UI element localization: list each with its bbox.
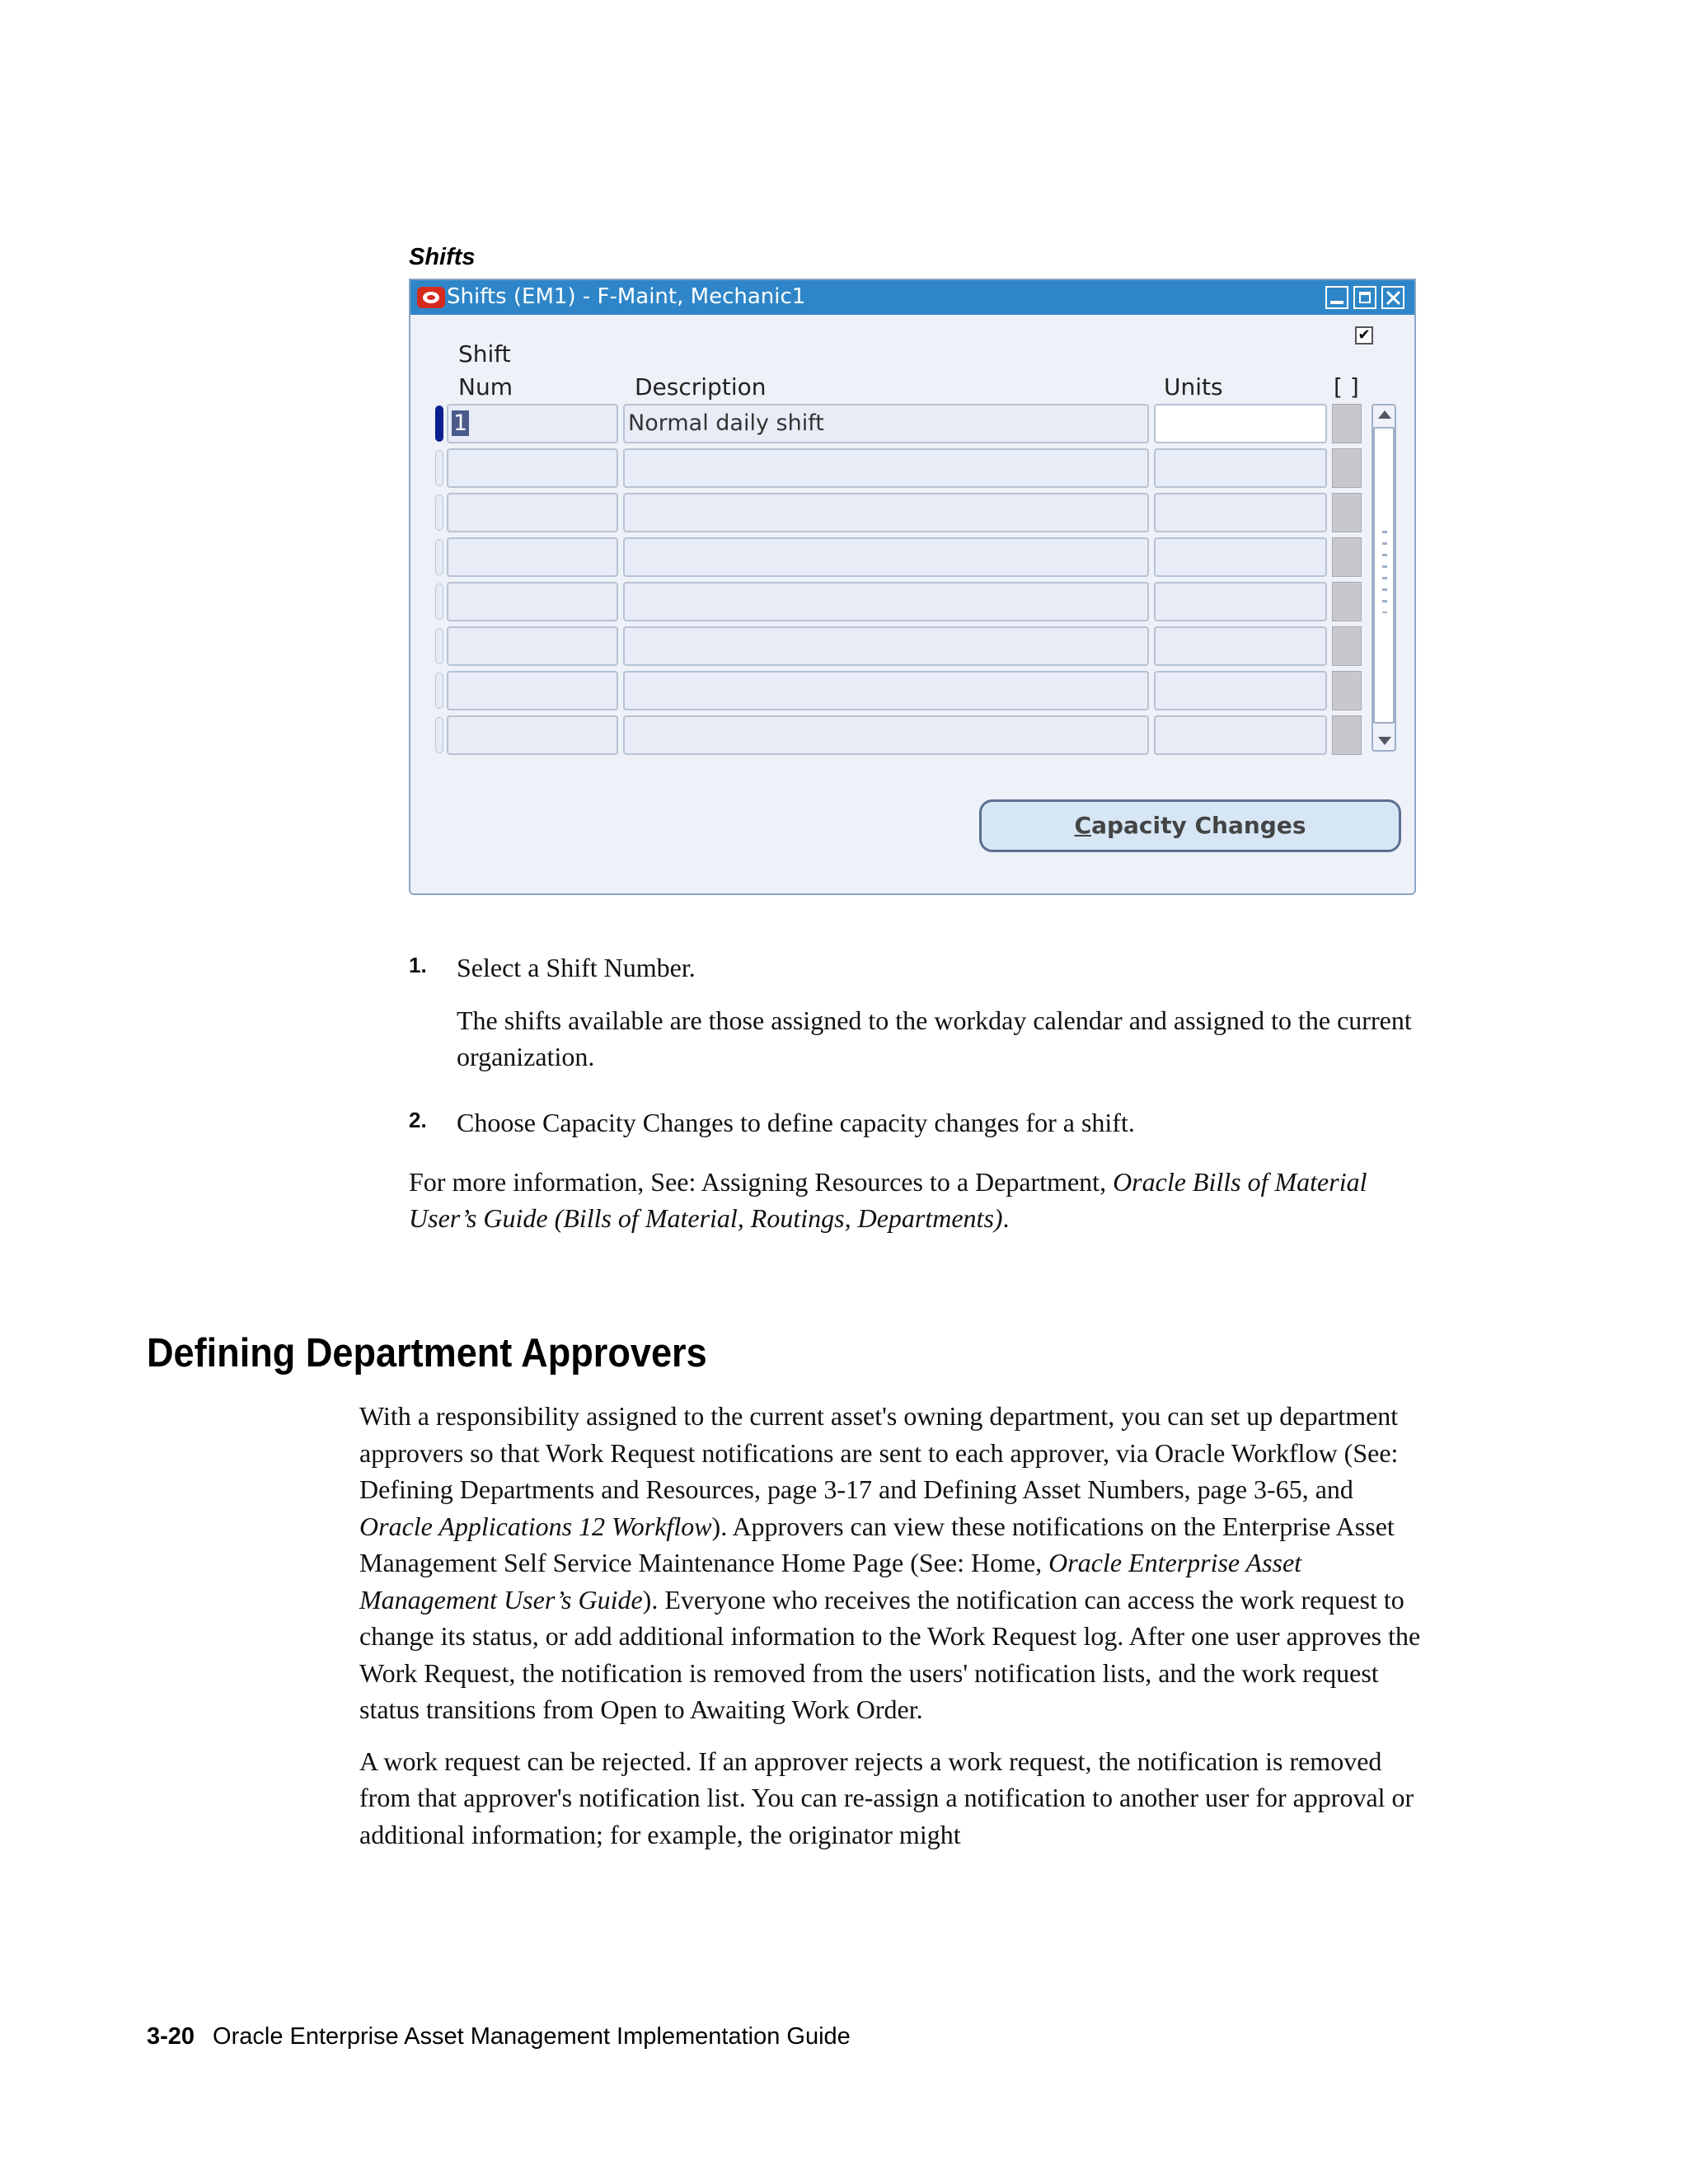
scroll-down-arrow-icon[interactable] (1378, 737, 1391, 745)
flexfield-box[interactable] (1332, 493, 1362, 532)
scroll-grip-icon (1382, 531, 1387, 613)
step-text: Choose Capacity Changes to define capacity changes for a shift. (457, 1108, 1135, 1137)
shift-num-field[interactable] (447, 715, 618, 755)
record-indicator[interactable] (435, 717, 443, 753)
record-indicator[interactable] (435, 450, 443, 486)
shift-num-field[interactable] (447, 626, 618, 666)
table-row (435, 448, 1391, 488)
table-row (435, 537, 1391, 577)
flexfield-box[interactable] (1332, 404, 1362, 443)
body-paragraph: A work request can be rejected. If an approver rejects a work request, the notification is removed from that approver's notification list. You can re-assign a notification to another user for approval or additional information; for example, the originator might (359, 1746, 1414, 1849)
units-field[interactable] (1154, 537, 1327, 577)
flexfield-box[interactable] (1332, 448, 1362, 488)
table-row (435, 626, 1391, 666)
units-field[interactable] (1154, 493, 1327, 532)
more-info-paragraph: For more information, See: Assigning Resources to a Department, Oracle Bills of Material User’s Guide (Bills of Material, Routings, Departments). (409, 1167, 1367, 1233)
minimize-icon[interactable] (1325, 286, 1348, 309)
step-note: The shifts available are those assigned to the workday calendar and assigned to the current organization. (457, 1005, 1412, 1071)
table-row (435, 671, 1391, 710)
scrollbar-thumb[interactable] (1373, 427, 1395, 724)
book-title: Oracle Enterprise Asset Management Implementation Guide (213, 2023, 851, 2050)
step-text: Select a Shift Number. (457, 953, 696, 982)
record-indicator[interactable] (435, 405, 443, 442)
shift-num-field[interactable] (447, 493, 618, 532)
procedure-steps (409, 949, 1431, 1236)
table-row (435, 582, 1391, 621)
shifts-window (409, 279, 1416, 895)
record-indicator[interactable] (435, 628, 443, 664)
step-1 (409, 949, 1431, 986)
description-field[interactable] (623, 715, 1149, 755)
description-field[interactable] (623, 671, 1149, 710)
maximize-icon[interactable] (1353, 286, 1376, 309)
description-field[interactable] (623, 448, 1149, 488)
flexfield-box[interactable] (1332, 715, 1362, 755)
figure-caption: Shifts (409, 244, 476, 270)
shift-num-field[interactable] (447, 671, 618, 710)
units-field[interactable] (1154, 404, 1327, 443)
page-footer (147, 2023, 851, 2050)
window-checkbox[interactable]: ✔ (1355, 326, 1373, 344)
record-indicator[interactable] (435, 494, 443, 531)
shift-num-field[interactable]: 1 (447, 404, 618, 443)
flexfield-box[interactable] (1332, 537, 1362, 577)
description-field[interactable] (623, 493, 1149, 532)
flexfield-box[interactable] (1332, 582, 1362, 621)
vertical-scrollbar[interactable] (1372, 404, 1396, 752)
table-row (435, 715, 1391, 755)
oracle-logo-icon (417, 287, 445, 308)
section-body (359, 1398, 1431, 1868)
record-indicator[interactable] (435, 583, 443, 620)
flexfield-box[interactable] (1332, 626, 1362, 666)
units-field[interactable] (1154, 715, 1327, 755)
step-number: 2. (409, 1108, 427, 1132)
window-titlebar[interactable] (410, 280, 1414, 315)
units-field[interactable] (1154, 582, 1327, 621)
flexfield-box[interactable] (1332, 671, 1362, 710)
record-indicator[interactable] (435, 539, 443, 575)
scroll-up-arrow-icon[interactable] (1378, 410, 1391, 419)
description-field[interactable]: Normal daily shift (623, 404, 1149, 443)
units-field[interactable] (1154, 671, 1327, 710)
shift-num-field[interactable] (447, 537, 618, 577)
header-description: Description (635, 373, 767, 401)
section-heading: Defining Department Approvers (147, 1331, 707, 1376)
step-number: 1. (409, 953, 427, 977)
header-num: Num (458, 373, 513, 401)
page-number: 3-20 (147, 2023, 195, 2050)
table-row (435, 404, 1391, 443)
description-field[interactable] (623, 582, 1149, 621)
header-shift: Shift (458, 340, 511, 368)
record-indicator[interactable] (435, 673, 443, 709)
shift-num-field[interactable] (447, 448, 618, 488)
header-flexfield: [ ] (1334, 373, 1359, 401)
capacity-changes-button[interactable]: Capacity Changes (979, 799, 1401, 852)
header-units: Units (1164, 373, 1223, 401)
table-row (435, 493, 1391, 532)
description-field[interactable] (623, 626, 1149, 666)
units-field[interactable] (1154, 626, 1327, 666)
units-field[interactable] (1154, 448, 1327, 488)
body-paragraph: With a responsibility assigned to the current asset's owning department, you can set up department approvers so that Work Request notifications are sent to each approver, via Oracle Workflow (See: Defining Departments and Resources, page 3-17 and Defining Asset Numbers, page 3-65, and Oracle Applications 12 Workflow). Approvers can view these notifications on the Enterprise Asset Management Self Service Maintenance Home Page (See: Home, Oracle Enterprise Asset Management User’s Guide). Everyone who receives the notification can access the work request to change its status, or add additional information to the Work Request log. After one user approves the Work Request, the notification is removed from the users' notification lists, and the work request status transitions from Open to Awaiting Work Order. (359, 1401, 1421, 1724)
description-field[interactable] (623, 537, 1149, 577)
window-title: Shifts (EM1) - F-Maint, Mechanic1 (447, 284, 806, 309)
shift-num-field[interactable] (447, 582, 618, 621)
step-2 (409, 1104, 1431, 1141)
close-icon[interactable] (1381, 286, 1404, 309)
